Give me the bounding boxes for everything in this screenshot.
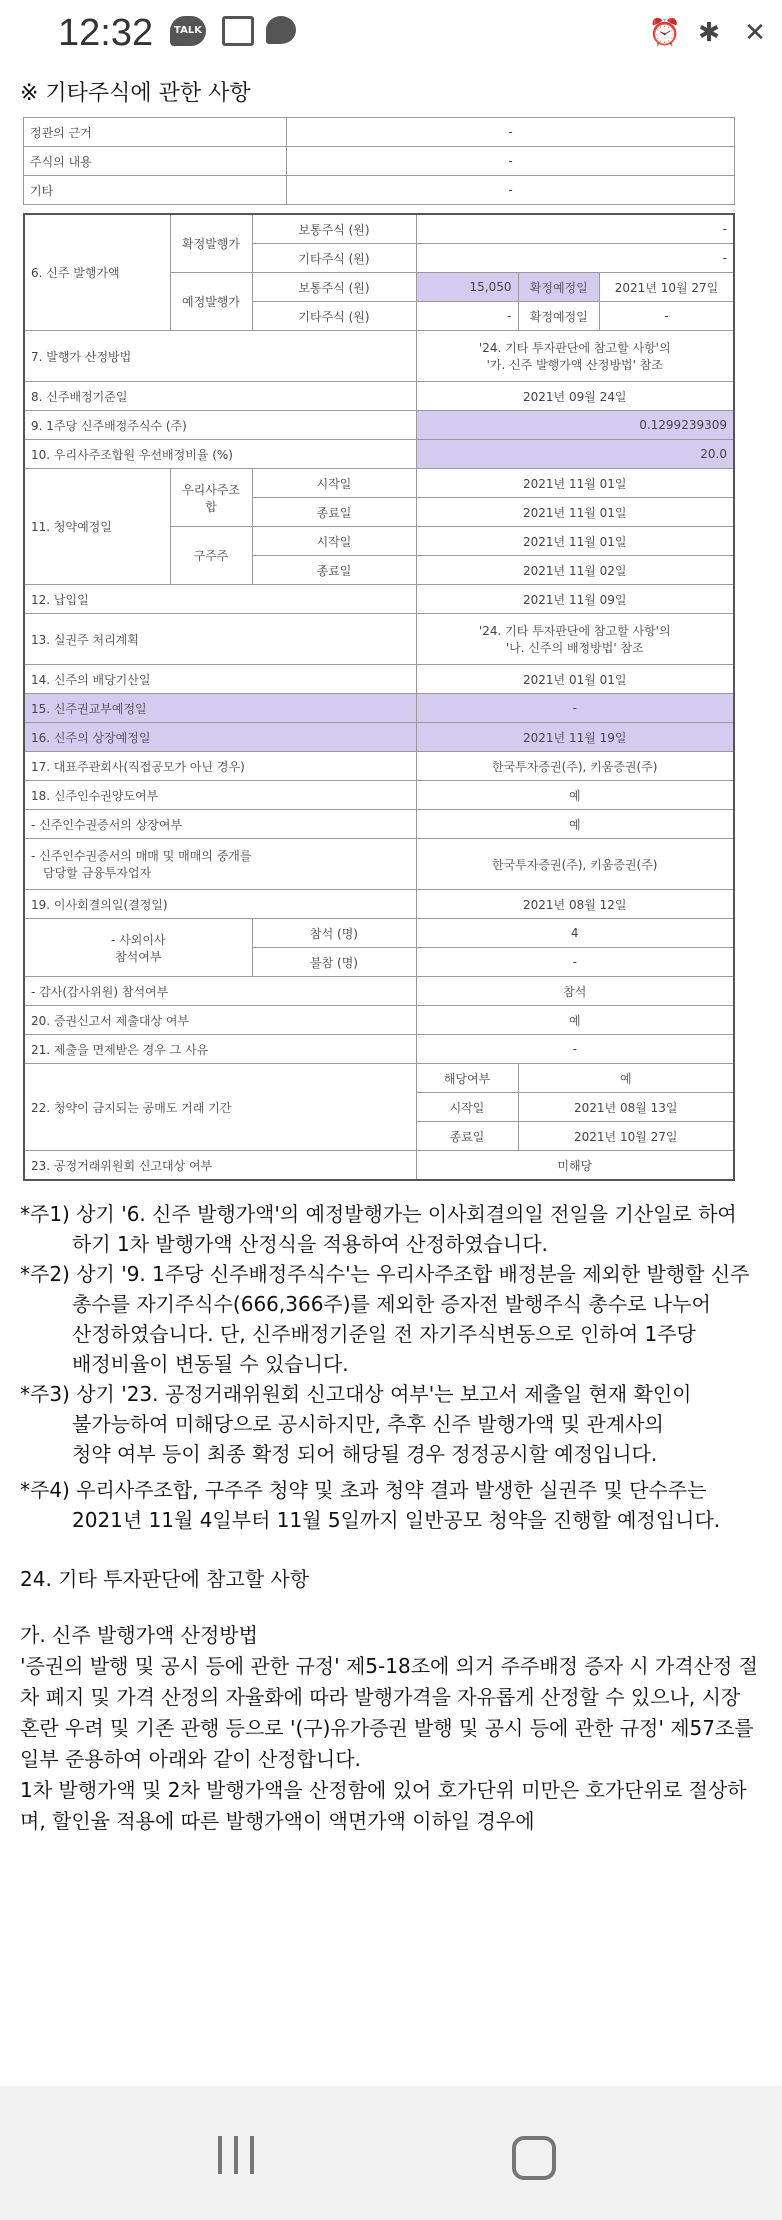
cell: 보통주식 (원)	[252, 214, 416, 244]
row-label: 참석여부	[115, 949, 162, 964]
row-value: -	[287, 147, 735, 176]
row-label: 주식의 내용	[24, 147, 287, 176]
row-label: 15. 신주권교부예정일	[24, 694, 416, 723]
listing-date: 2021년 11월 19일	[416, 723, 734, 752]
cell: 미해당	[416, 1151, 734, 1181]
note-1-cont: 하기 1차 발행가액 산정식을 적용하여 산정하였습니다.	[72, 1232, 548, 1256]
status-bar	[0, 0, 782, 64]
row-label: - 감사(감사위원) 참석여부	[24, 977, 416, 1006]
row-label: 18. 신주인수권양도여부	[24, 781, 416, 810]
cell: 참석 (명)	[252, 919, 416, 948]
cell: 해당여부	[416, 1064, 518, 1093]
cell-line: '24. 기타 투자판단에 참고할 사항'의	[478, 341, 671, 355]
cell: 구주주	[170, 527, 252, 585]
cell: 예정발행가	[170, 273, 252, 331]
cell: 한국투자증권(주), 키움증권(주)	[416, 839, 734, 890]
recent-apps-button[interactable]	[212, 2126, 272, 2186]
cell: 예	[518, 1064, 734, 1093]
cell: 기타주식 (원)	[252, 244, 416, 273]
cell: 20.0	[416, 440, 734, 469]
planned-price: 15,050	[416, 273, 518, 302]
note-4-cont: 2021년 11월 4일부터 11월 5일까지 일반공모 청약을 진행할 예정입니다.	[72, 1508, 721, 1532]
cell: 2021년 10월 27일	[600, 273, 734, 302]
cell: 불참 (명)	[252, 948, 416, 977]
cell: 참석	[416, 977, 734, 1006]
cell: 2021년 08월 12일	[416, 890, 734, 919]
kakaotalk-icon: TALK	[170, 16, 206, 46]
cell: 2021년 11월 09일	[416, 585, 734, 614]
cell: 예	[416, 810, 734, 839]
cell: 한국투자증권(주), 키움증권(주)	[416, 752, 734, 781]
chat-bubble-icon	[266, 16, 296, 44]
cell: 종료일	[252, 498, 416, 527]
rights-offering-table	[23, 213, 735, 1181]
row-label: 13. 실권주 처리계획	[24, 614, 416, 665]
cell: 종료일	[416, 1122, 518, 1151]
note-1: *주1) 상기 '6. 신주 발행가액'의 예정발행가는 이사회결의일 전일을 기산일로 하여	[20, 1202, 737, 1226]
row-label: 정관의 근거	[24, 118, 287, 147]
note-3: *주3) 상기 '23. 공정거래위원회 신고대상 여부'는 보고서 제출일 현재 확인이	[20, 1382, 692, 1406]
note-3-cont: 청약 여부 등이 최종 확정 되어 해당될 경우 정정공시할 예정입니다.	[72, 1442, 658, 1466]
cell: 2021년 11월 01일	[416, 527, 734, 556]
cell: 예	[416, 1006, 734, 1035]
subsection-heading: 가. 신주 발행가액 산정방법	[20, 1623, 258, 1647]
note-4: *주4) 우리사주조합, 구주주 청약 및 초과 청약 결과 발생한 실권주 및 단수주는	[20, 1478, 707, 1502]
home-button[interactable]	[512, 2136, 556, 2180]
alarm-icon: ⏰	[648, 18, 682, 48]
note-2: *주2) 상기 '9. 1주당 신주배정주식수'는 우리사주조합 배정분을 제외한 발행할 신주	[20, 1262, 750, 1286]
row-label: 19. 이사회결의일(결정일)	[24, 890, 416, 919]
cell: 2021년 11월 01일	[416, 498, 734, 527]
row-label: 23. 공정거래위원회 신고대상 여부	[24, 1151, 416, 1181]
cell: 기타주식 (원)	[252, 302, 416, 331]
cell-line: '가. 신주 발행가액 산정방법' 참조	[486, 358, 663, 372]
note-2-cont: 총수를 자기주식수(666,366주)를 제외한 증자전 발행주식 총수로 나누어	[72, 1292, 711, 1316]
row-label: 12. 납입일	[24, 585, 416, 614]
row-label: 9. 1주당 신주배정주식수 (주)	[24, 411, 416, 440]
note-2-cont: 배정비율이 변동될 수 있습니다.	[72, 1352, 349, 1376]
section-24-heading: 24. 기타 투자판단에 참고할 사항	[20, 1567, 310, 1591]
row-label: 20. 증권신고서 제출대상 여부	[24, 1006, 416, 1035]
clock: 12:32	[58, 12, 154, 54]
row-label: 11. 청약예정일	[24, 469, 170, 585]
row-label: - 신주인수권증서의 상장여부	[24, 810, 416, 839]
row-label: - 사외이사	[110, 932, 166, 947]
cell: -	[416, 244, 734, 273]
cell: -	[416, 302, 518, 331]
row-label: 기타	[24, 176, 287, 205]
cell: 0.1299239309	[416, 411, 734, 440]
cell: 시작일	[252, 469, 416, 498]
cell: -	[416, 1035, 734, 1064]
cell: 종료일	[252, 556, 416, 585]
cell: 4	[416, 919, 734, 948]
gallery-icon	[222, 16, 254, 46]
row-label: 16. 신주의 상장예정일	[24, 723, 416, 752]
footnotes	[20, 1199, 762, 1535]
cell: 확정예정일	[518, 273, 600, 302]
mute-icon: ✕	[744, 18, 766, 48]
row-label: 10. 우리사주조합원 우선배정비율 (%)	[24, 440, 416, 469]
cell-line: '24. 기타 투자판단에 참고할 사항'의	[478, 624, 671, 638]
row-label: 6. 신주 발행가액	[24, 214, 170, 331]
cell: -	[600, 302, 734, 331]
note-2-cont: 산정하였습니다. 단, 신주배정기준일 전 자기주식변동으로 인하여 1주당	[72, 1322, 696, 1346]
row-label: 21. 제출을 면제받은 경우 그 사유	[24, 1035, 416, 1064]
subsection-body	[20, 1620, 762, 1837]
cell: 2021년 09월 24일	[416, 382, 734, 411]
cell: 예	[416, 781, 734, 810]
row-label: 7. 발행가 산정방법	[24, 331, 416, 382]
cell-line: '나. 신주의 배정방법' 참조	[505, 641, 644, 655]
cell: 확정발행가	[170, 214, 252, 273]
row-value: -	[287, 176, 735, 205]
cell: 보통주식 (원)	[252, 273, 416, 302]
row-label: 22. 청약이 금지되는 공매도 거래 기간	[24, 1064, 416, 1151]
section-title: ※ 기타주식에 관한 사항	[20, 81, 251, 106]
back-button[interactable]	[62, 2126, 122, 2186]
cell: 2021년 10월 27일	[518, 1122, 734, 1151]
cell: 2021년 11월 01일	[416, 469, 734, 498]
cell: 2021년 11월 02일	[416, 556, 734, 585]
row-label: 17. 대표주관회사(직접공모가 아닌 경우)	[24, 752, 416, 781]
cell: 우리사주조합	[170, 469, 252, 527]
cell: 2021년 01월 01일	[416, 665, 734, 694]
cell: -	[416, 214, 734, 244]
paragraph: '증권의 발행 및 공시 등에 관한 규정' 제5-18조에 의거 주주배정 증자 시 가격산정 절차 폐지 및 가격 산정의 자율화에 따라 발행가격을 자유롭게 산정할 수 있으나, 시장 혼란 우려 및 기존 관행 등으로 '(구)유가증권 발행 및 공시 등에 관한 규정' 제57조를 일부 준용하여 아래와 같이 산정합니다.	[20, 1654, 758, 1771]
row-label: 8. 신주배정기준일	[24, 382, 416, 411]
note-3-cont: 불가능하여 미해당으로 공시하지만, 추후 신주 발행가액 및 관계사의	[72, 1412, 664, 1436]
bluetooth-icon: ✱	[698, 18, 720, 48]
cell: -	[416, 694, 734, 723]
row-value: -	[287, 118, 735, 147]
cell: -	[416, 948, 734, 977]
navigation-bar	[0, 2086, 782, 2220]
paragraph: 1차 발행가액 및 2차 발행가액을 산정함에 있어 호가단위 미만은 호가단위로 절상하며, 할인율 적용에 따른 발행가액이 액면가액 이하일 경우에	[20, 1778, 747, 1833]
other-shares-table	[23, 117, 735, 205]
row-label: 담당할 금융투자업자	[43, 866, 152, 880]
cell: 시작일	[416, 1093, 518, 1122]
cell: 확정예정일	[518, 302, 600, 331]
document-content	[20, 72, 762, 1837]
cell: 2021년 08월 13일	[518, 1093, 734, 1122]
cell: 시작일	[252, 527, 416, 556]
row-label: 14. 신주의 배당기산일	[24, 665, 416, 694]
row-label: - 신주인수권증서의 매매 및 매매의 중개를	[31, 849, 252, 863]
